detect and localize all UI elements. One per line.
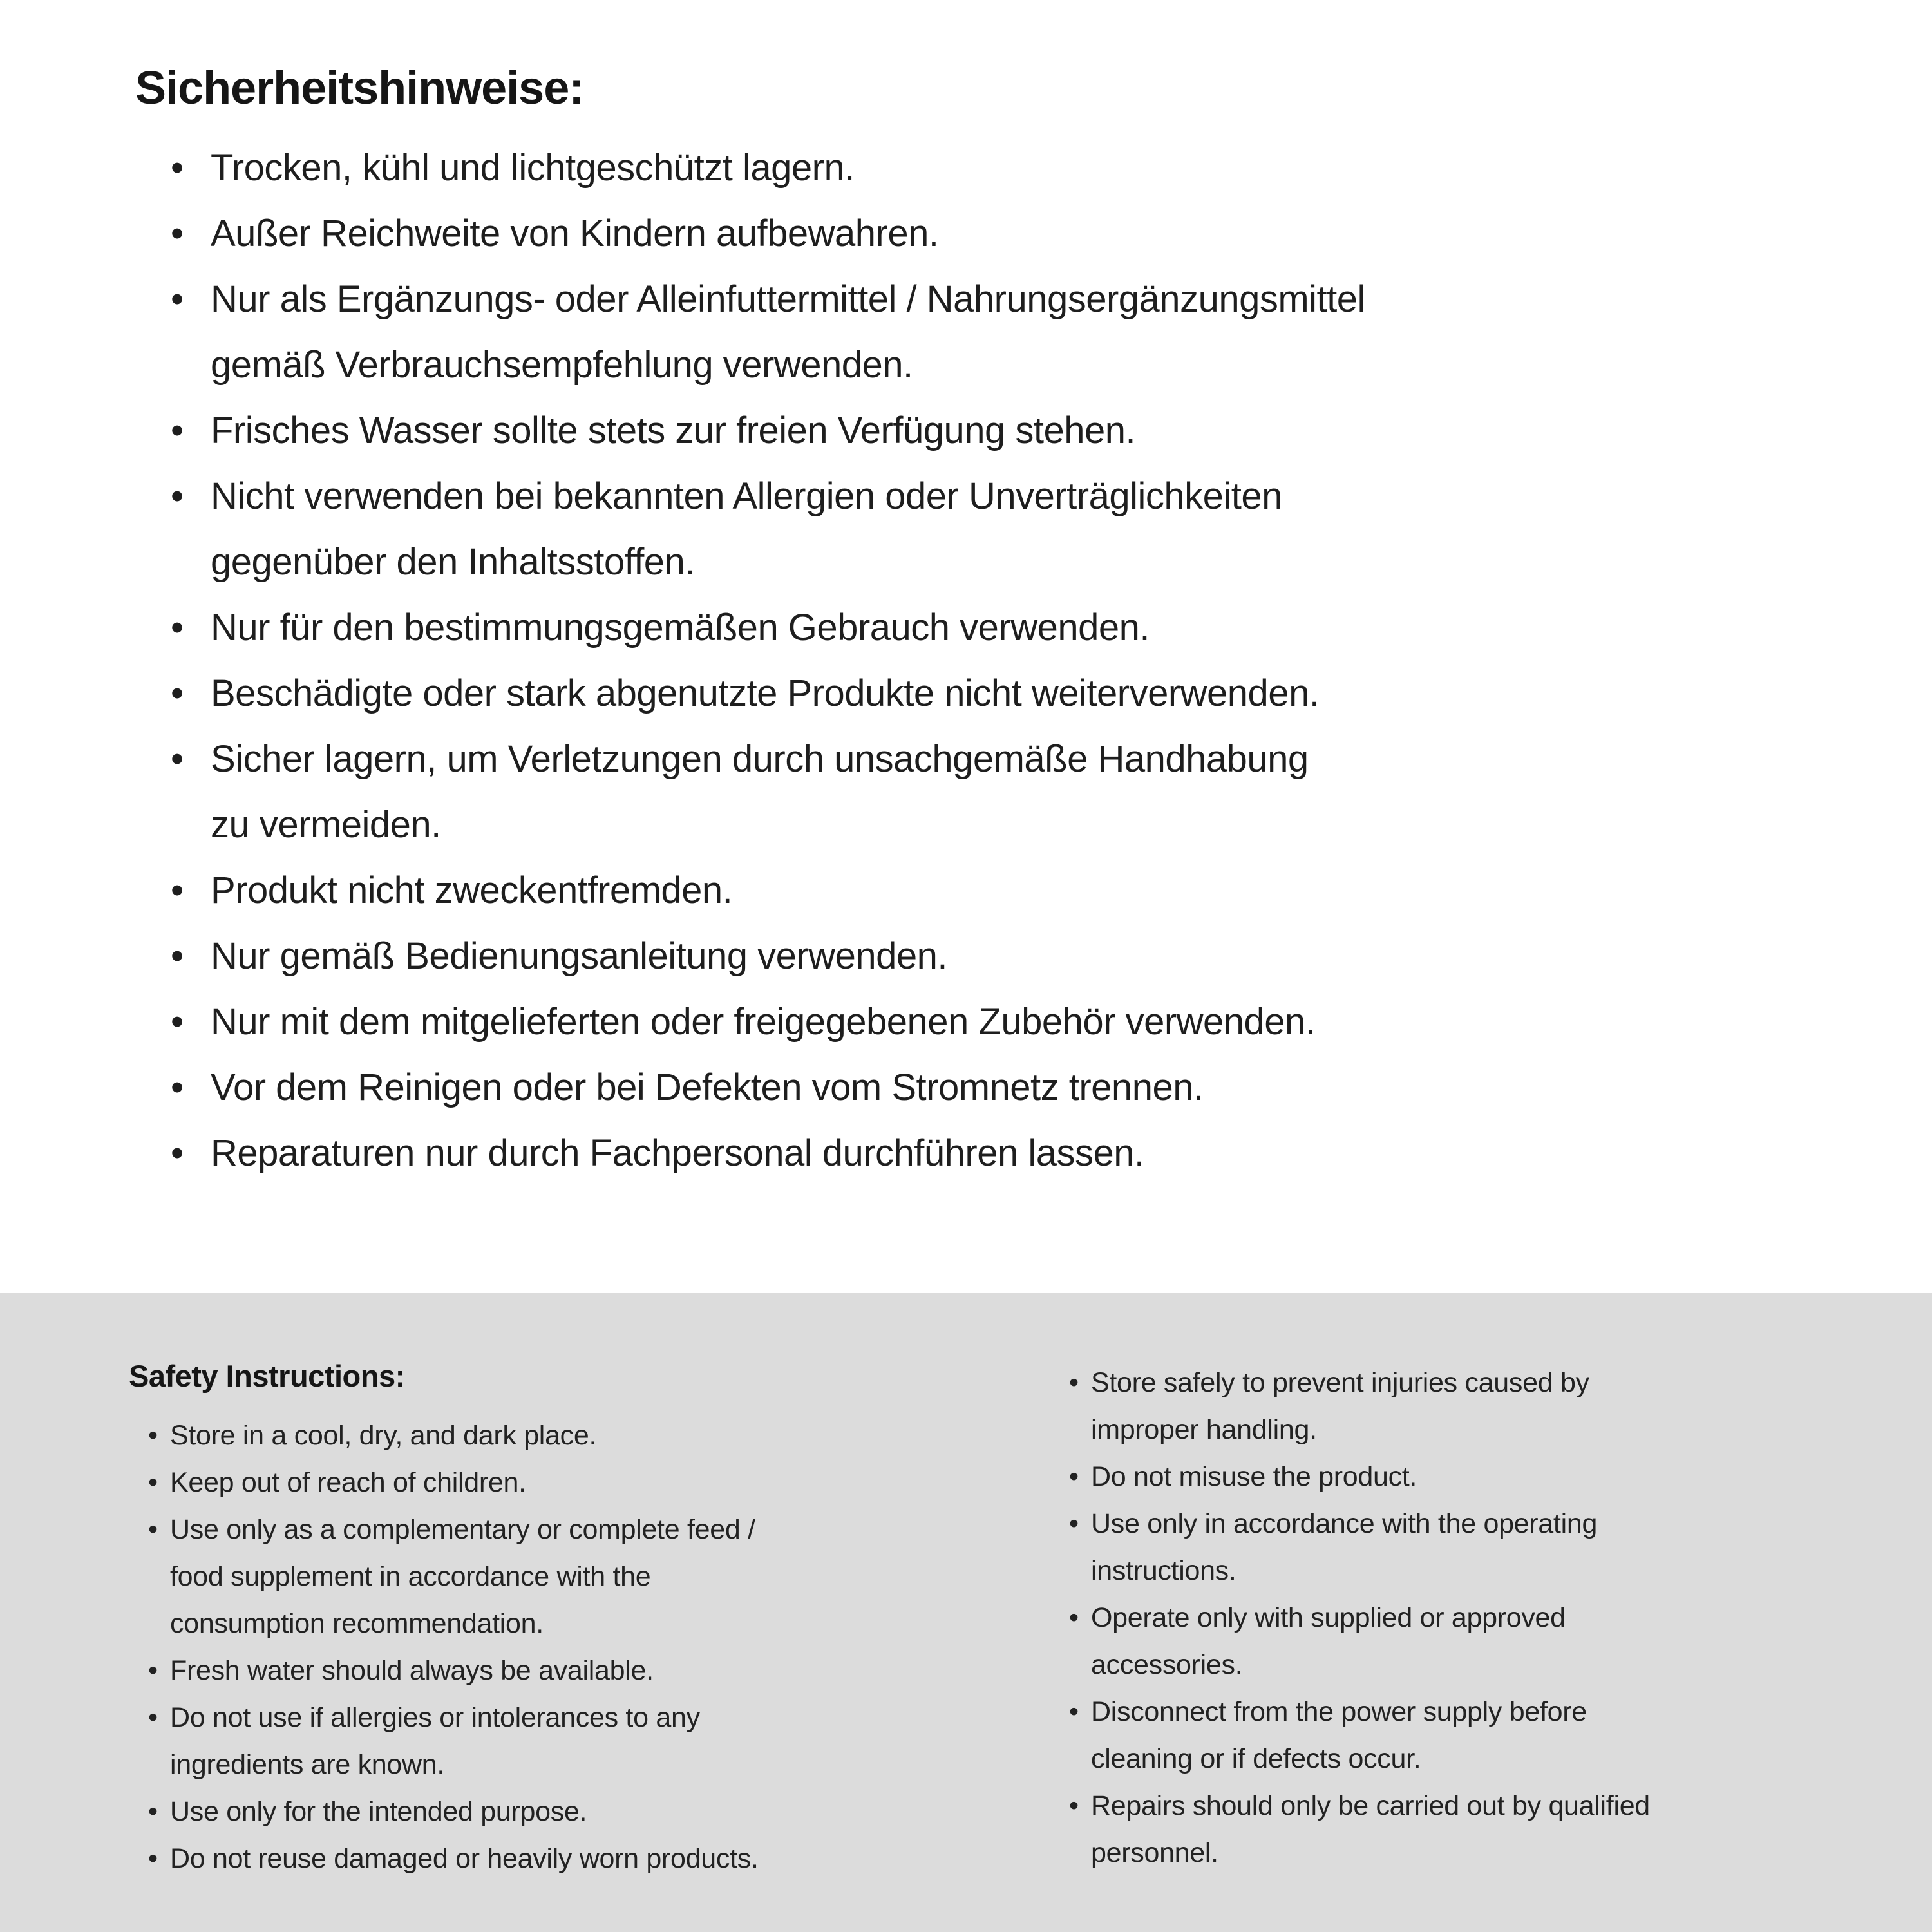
list-item-text: Repairs should only be carried out by qualified personnel. xyxy=(1091,1790,1650,1868)
english-bullet-list-left xyxy=(129,1412,1027,1882)
list-item-text: Trocken, kühl und lichtgeschützt lagern. xyxy=(211,146,855,189)
list-item-text: Nicht verwenden bei bekannten Allergien oder Unverträglichkeiten gegenüber den Inhaltsstoffen. xyxy=(211,475,1282,583)
list-item-text: Operate only with supplied or approved accessories. xyxy=(1091,1602,1566,1680)
list-item-text: Keep out of reach of children. xyxy=(170,1466,526,1498)
bullet-icon: • xyxy=(1069,1508,1079,1539)
list-item-text: Fresh water should always be available. xyxy=(170,1654,654,1686)
list-item-text: Außer Reichweite von Kindern aufbewahren. xyxy=(211,212,939,254)
list-item xyxy=(1069,1595,1874,1689)
list-item-text: Nur für den bestimmungsgemäßen Gebrauch verwenden. xyxy=(211,606,1150,649)
german-heading: Sicherheitshinweise: xyxy=(135,62,584,114)
list-item-text: Frisches Wasser sollte stets zur freien Verfügung stehen. xyxy=(211,409,1136,451)
bullet-icon: • xyxy=(148,1513,158,1545)
list-item xyxy=(171,1121,1848,1186)
list-item-text: Store safely to prevent injuries caused by improper handling. xyxy=(1091,1367,1589,1445)
bullet-icon: • xyxy=(1069,1461,1079,1492)
list-item xyxy=(171,989,1848,1055)
bullet-icon: • xyxy=(171,1066,184,1108)
bullet-icon: • xyxy=(148,1842,158,1874)
list-item xyxy=(148,1835,1027,1882)
list-item-text: Use only for the intended purpose. xyxy=(170,1795,587,1827)
list-item xyxy=(171,923,1848,989)
list-item-text: Use only in accordance with the operating instructions. xyxy=(1091,1508,1598,1586)
bullet-icon: • xyxy=(171,934,184,977)
list-item xyxy=(148,1647,1027,1694)
bullet-icon: • xyxy=(171,146,184,189)
bullet-icon: • xyxy=(171,672,184,714)
bullet-icon: • xyxy=(1069,1790,1079,1821)
bullet-icon: • xyxy=(171,1000,184,1043)
list-item-text: Store in a cool, dry, and dark place. xyxy=(170,1419,597,1451)
list-item-text: Do not reuse damaged or heavily worn products. xyxy=(170,1842,759,1874)
bullet-icon: • xyxy=(148,1466,158,1498)
list-item xyxy=(148,1694,1027,1788)
list-item xyxy=(171,595,1848,661)
list-item xyxy=(148,1459,1027,1506)
list-item xyxy=(171,464,1848,595)
list-item xyxy=(1069,1689,1874,1783)
list-item xyxy=(171,267,1848,398)
bullet-icon: • xyxy=(1069,1696,1079,1727)
bullet-icon: • xyxy=(171,606,184,649)
list-item xyxy=(171,201,1848,267)
list-item-text: Do not use if allergies or intolerances to any ingredients are known. xyxy=(170,1701,700,1780)
bullet-icon: • xyxy=(148,1701,158,1733)
bullet-icon: • xyxy=(148,1795,158,1827)
list-item-text: Beschädigte oder stark abgenutzte Produkte nicht weiterverwenden. xyxy=(211,672,1320,714)
german-bullet-list xyxy=(135,135,1848,1186)
bullet-icon: • xyxy=(171,1132,184,1174)
bullet-icon: • xyxy=(171,869,184,911)
list-item xyxy=(171,726,1848,858)
bullet-icon: • xyxy=(171,212,184,254)
english-right-column xyxy=(1027,1359,1874,1877)
bullet-icon: • xyxy=(1069,1367,1079,1398)
list-item-text: Sicher lagern, um Verletzungen durch unsachgemäße Handhabung zu vermeiden. xyxy=(211,737,1309,846)
list-item xyxy=(171,858,1848,923)
list-item xyxy=(148,1506,1027,1647)
list-item xyxy=(171,398,1848,464)
list-item xyxy=(1069,1454,1874,1501)
bullet-icon: • xyxy=(1069,1602,1079,1633)
list-item-text: Nur gemäß Bedienungsanleitung verwenden. xyxy=(211,934,947,977)
list-item-text: Nur als Ergänzungs- oder Alleinfuttermittel / Nahrungsergänzungsmittel gemäß Verbrauchsempfehlung verwenden. xyxy=(211,278,1365,386)
bullet-icon: • xyxy=(171,278,184,320)
list-item-text: Do not misuse the product. xyxy=(1091,1461,1417,1492)
list-item xyxy=(1069,1783,1874,1877)
list-item-text: Vor dem Reinigen oder bei Defekten vom Stromnetz trennen. xyxy=(211,1066,1204,1108)
list-item xyxy=(148,1412,1027,1459)
list-item xyxy=(171,661,1848,726)
list-item xyxy=(1069,1359,1874,1454)
bullet-icon: • xyxy=(171,475,184,517)
list-item-text: Reparaturen nur durch Fachpersonal durchführen lassen. xyxy=(211,1132,1144,1174)
english-left-column xyxy=(129,1359,1027,1882)
list-item-text: Produkt nicht zweckentfremden. xyxy=(211,869,733,911)
english-section xyxy=(0,1293,1932,1932)
list-item xyxy=(171,1055,1848,1121)
list-item xyxy=(171,135,1848,201)
bullet-icon: • xyxy=(171,737,184,780)
list-item xyxy=(148,1788,1027,1835)
bullet-icon: • xyxy=(148,1419,158,1451)
english-bullet-list-right xyxy=(1050,1359,1874,1877)
list-item xyxy=(1069,1501,1874,1595)
english-heading: Safety Instructions: xyxy=(129,1359,405,1393)
list-item-text: Disconnect from the power supply before cleaning or if defects occur. xyxy=(1091,1696,1587,1774)
list-item-text: Use only as a complementary or complete feed / food supplement in accordance with the consumption recommendation. xyxy=(170,1513,755,1639)
bullet-icon: • xyxy=(148,1654,158,1686)
list-item-text: Nur mit dem mitgelieferten oder freigegebenen Zubehör verwenden. xyxy=(211,1000,1316,1043)
bullet-icon: • xyxy=(171,409,184,451)
